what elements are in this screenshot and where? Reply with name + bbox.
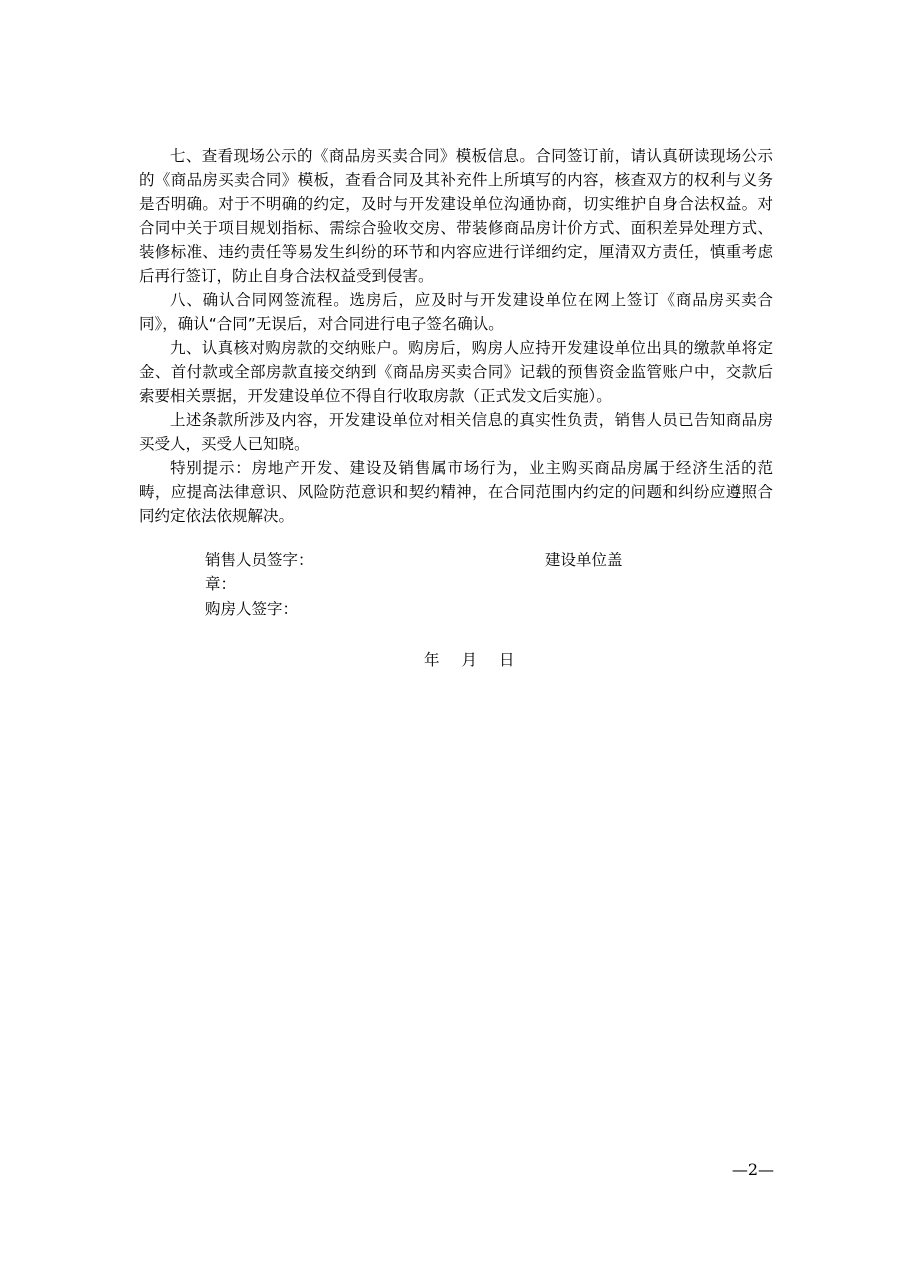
- date-day: 日: [499, 651, 515, 669]
- document-body: [139, 144, 773, 528]
- buyer-signature-label: 购房人签字：: [205, 600, 299, 618]
- paragraph-nine: 九、认真核对购房款的交纳账户。购房后，购房人应持开发建设单位出具的缴款单将定金、首付款或全部房款直接交纳到《商品房买卖合同》记载的预售资金监管账户中，交款后索要相关票据，开发建设单位不得自行收取房款（正式发文后实施）。: [139, 339, 773, 405]
- page-number: —2—: [731, 1160, 774, 1179]
- paragraph-seven: 七、查看现场公示的《商品房买卖合同》模板信息。合同签订前，请认真研读现场公示的《商品房买卖合同》模板，查看合同及其补充件上所填写的内容，核查双方的权利与义务是否明确。对于不明确的约定，及时与开发建设单位沟通协商，切实维护自身合法权益。对合同中关于项目规划指标、需综合验收交房、带装修商品房计价方式、面积差异处理方式、装修标准、违约责任等易发生纠纷的环节和内容应进行详细约定，厘清双方责任，慎重考虑后再行签订，防止自身合法权益受到侵害。: [139, 147, 773, 285]
- date-month: 月: [461, 651, 478, 669]
- paragraph-statement: 上述条款所涉及内容，开发建设单位对相关信息的真实性负责，销售人员已告知商品房买受人，买受人已知晓。: [139, 411, 773, 453]
- developer-seal-label: 建设单位盖: [545, 551, 623, 569]
- paragraph-eight: 八、确认合同网签流程。选房后，应及时与开发建设单位在网上签订《商品房买卖合同》，确认“合同”无误后，对合同进行电子签名确认。: [139, 291, 773, 333]
- date-line: [424, 648, 515, 672]
- sales-signature-label: 销售人员签字：: [205, 551, 314, 569]
- developer-seal-label-continued: 章：: [205, 575, 237, 593]
- paragraph-special-notice: 特别提示：房地产开发、建设及销售属市场行为，业主购买商品房属于经济生活的范畴，应提高法律意识、风险防范意识和契约精神，在合同范围内约定的问题和纠纷应遵照合同约定依法依规解决。: [139, 459, 773, 525]
- date-year: 年: [424, 651, 440, 669]
